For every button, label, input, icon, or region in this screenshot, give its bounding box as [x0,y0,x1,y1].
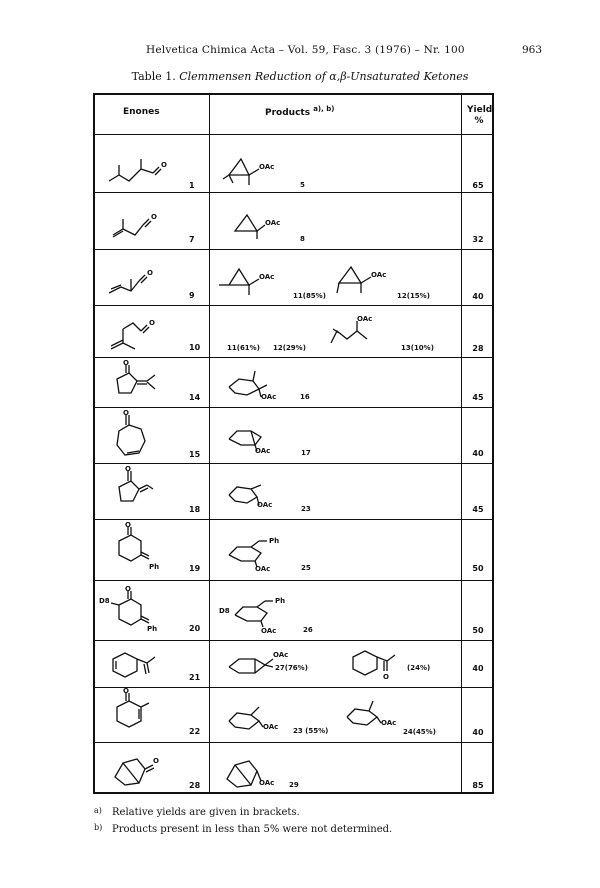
enone-number: 9 [189,291,195,300]
journal-title: Helvetica Chimica Acta – Vol. 59, Fasc. 3 (1976) – Nr. 100 [146,44,465,56]
yield-value: 45 [472,393,484,402]
header-yield-unit: % [474,116,484,126]
row-divider [95,640,492,641]
footnotes [94,803,392,837]
product-26-structure [219,589,295,637]
oac-label: OAc [255,565,271,573]
ketone-o-label: O [149,319,155,327]
product-16-structure [225,365,285,405]
footnote [94,803,392,820]
enone-18-structure [107,465,163,513]
enone-9-structure [105,259,161,299]
yield-value: 28 [472,344,484,353]
enone-14-structure [105,359,165,403]
product-24-structure [343,695,409,735]
d8-label: D8 [219,607,230,615]
ketone-o-label: O [123,687,129,695]
product-number: 24(45%) [403,728,436,736]
product-29-structure [219,751,281,793]
enone-number: 21 [189,673,201,682]
ketone-o-label: O [151,213,157,221]
row-divider [95,305,492,306]
product-27-structure [225,645,295,681]
d8-label: D8 [99,597,110,605]
ketone-o-label: O [125,585,131,593]
footnote-mark: b) [94,823,103,832]
product-25-structure [225,531,289,573]
row-divider [95,249,492,250]
oac-label: OAc [381,719,397,727]
ketone-o-label: O [123,409,129,417]
product-number: 17 [301,449,311,457]
product-number: 26 [303,626,313,634]
product-number: 13(10%) [401,344,434,352]
oac-label: OAc [255,447,271,455]
product-5-structure [219,153,279,189]
product-number: 12(29%) [273,344,306,352]
table-caption [0,70,600,83]
product-number: 27(76%) [275,664,308,672]
oac-label: OAc [261,393,277,401]
oac-label: OAc [357,315,373,323]
header-products-label: Products [265,108,311,118]
enone-10-structure [107,313,163,353]
ketone-o-label: O [125,465,131,473]
row-divider [95,519,492,520]
enone-number: 7 [189,235,195,244]
oac-label: OAc [263,723,279,731]
table-title: Clemmensen Reduction of α,β-Unsaturated Ketones [179,70,469,83]
product-number: 11(85%) [293,292,326,300]
enone-number: 15 [189,450,201,459]
product-23-structure [225,473,285,513]
yield-value: 45 [472,505,484,514]
header-enones: Enones [123,107,160,117]
row-divider [95,463,492,464]
header-yield [467,105,491,127]
oac-label: OAc [371,271,387,279]
yield-value: 65 [472,181,484,190]
header-products-marks: a), b) [313,105,335,113]
enone-number: 20 [189,624,201,633]
header-products [265,105,334,118]
product-number: 5 [300,181,305,189]
running-head [0,44,600,58]
oac-label: OAc [265,219,281,227]
yield-value: 40 [472,728,484,737]
yield-value: 85 [472,781,484,790]
header-yield-label: Yield [467,105,493,115]
phenyl-label: Ph [269,537,280,545]
product-number: 12(15%) [397,292,430,300]
phenyl-label: Ph [275,597,286,605]
product-number: 11(61%) [227,344,260,352]
enone-28-structure [107,749,167,793]
ketone-o-label: O [153,757,159,765]
enone-number: 28 [189,781,201,790]
product-12-structure [329,261,389,299]
row-divider [95,357,492,358]
product-17-structure [225,417,285,457]
yield-value: 32 [472,235,484,244]
row-divider [95,742,492,743]
row-divider [95,134,492,135]
ketone-o-label: O [383,673,389,681]
product-number: 25 [301,564,311,572]
row-divider [95,192,492,193]
product-23b-structure [225,699,289,739]
footnote-text: Products present in less than 5% were not determined. [112,824,393,835]
page-number: 963 [522,44,543,56]
ketone-o-label: O [147,269,153,277]
enone-number: 19 [189,564,201,573]
enone-21-structure [107,645,163,681]
product-number: (24%) [407,664,431,672]
table-label: Table 1. [131,70,176,83]
enone-22-structure [109,689,159,735]
yield-value: 40 [472,664,484,673]
phenyl-label: Ph [149,563,160,571]
oac-label: OAc [259,779,275,787]
product-11-structure [217,263,275,299]
enone-19-structure [105,523,169,575]
enone-number: 10 [189,343,201,352]
oac-label: OAc [257,501,273,509]
row-divider [95,580,492,581]
enone-20-structure [99,583,169,639]
enone-number: 18 [189,505,201,514]
product-cyclohexyl-ketone-structure [347,643,403,681]
product-number: 23 [301,505,311,513]
oac-label: OAc [273,651,289,659]
product-number: 16 [300,393,310,401]
yield-value: 40 [472,449,484,458]
results-table [93,93,494,794]
ketone-o-label: O [161,161,167,169]
product-13-structure [327,313,381,353]
ketone-o-label: O [125,521,131,529]
product-number: 29 [289,781,299,789]
yield-value: 50 [472,626,484,635]
oac-label: OAc [261,627,277,635]
product-number: 8 [300,235,305,243]
oac-label: OAc [259,273,275,281]
enone-7-structure [109,205,159,241]
product-number: 23 (55%) [293,727,329,735]
phenyl-label: Ph [147,625,158,633]
enone-1-structure [105,145,165,185]
product-8-structure [229,207,283,243]
footnote-text: Relative yields are given in brackets. [112,807,300,818]
enone-number: 22 [189,727,201,736]
footnote-mark: a) [94,806,102,815]
enone-15-structure [109,409,159,461]
enone-number: 14 [189,393,201,402]
enone-number: 1 [189,181,195,190]
row-divider [95,687,492,688]
footnote [94,820,392,837]
yield-value: 40 [472,292,484,301]
oac-label: OAc [259,163,275,171]
yield-value: 50 [472,564,484,573]
ketone-o-label: O [123,359,129,367]
row-divider [95,407,492,408]
